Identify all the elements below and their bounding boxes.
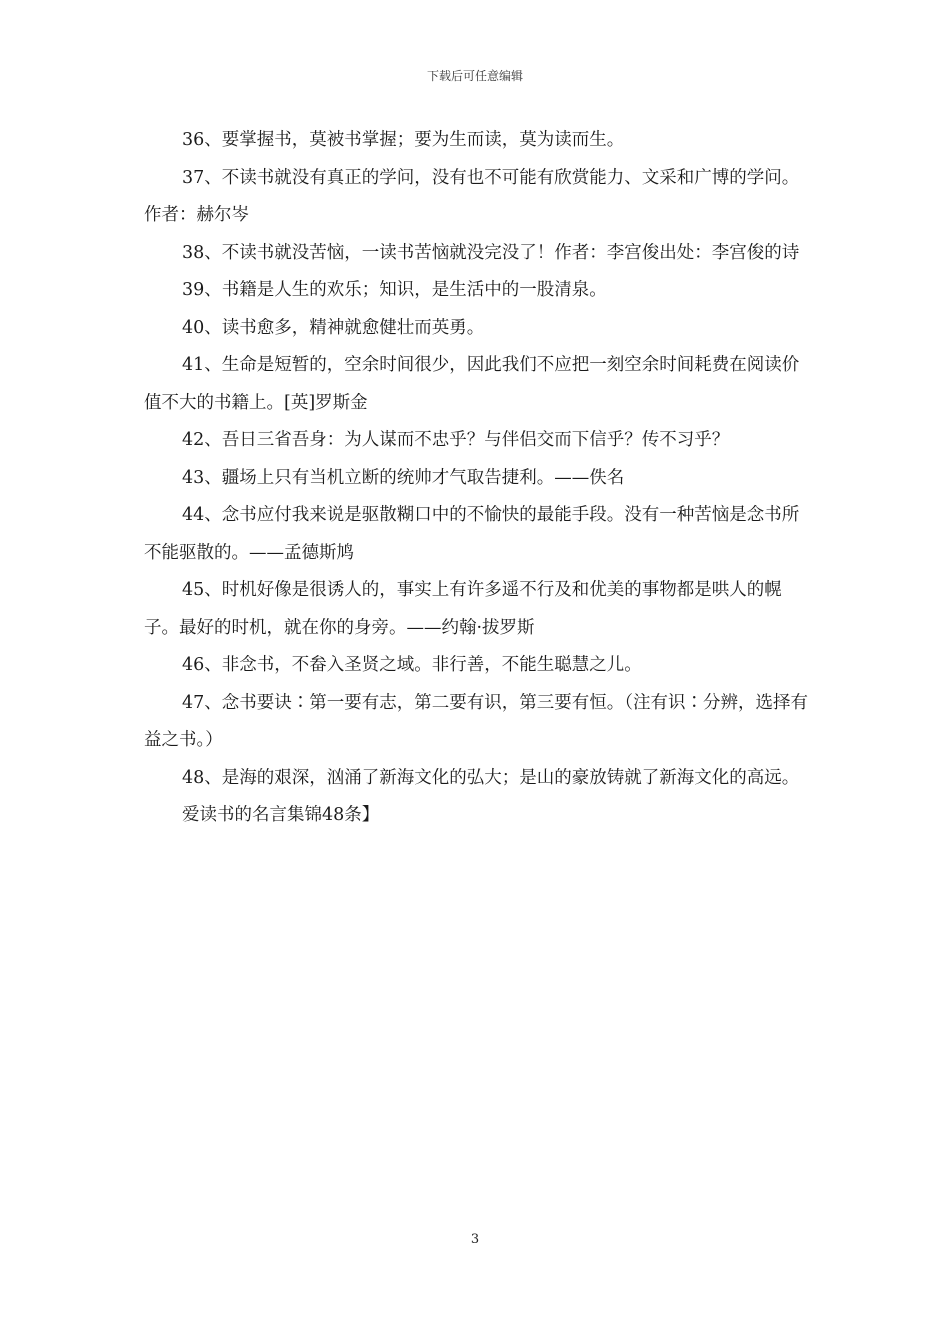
quote-39: 39、书籍是人生的欢乐；知识，是生活中的一股清泉。 (182, 280, 607, 300)
closing-title: 爱读书的名言集锦48条】 (182, 805, 380, 825)
quote-40: 40、读书愈多，精神就愈健壮而英勇。 (182, 317, 485, 338)
page-number: 3 (470, 1232, 480, 1247)
quote-44: 44、念书应付我来说是驱散糊口中的不愉快的最能手段。没有一种苦恼是念书所不能驱散的。——孟德斯鸠 (144, 505, 800, 563)
quote-48: 48、是海的艰深，汹涌了新海文化的弘大；是山的豪放铸就了新海文化的高远。 (182, 767, 800, 788)
quote-42: 42、吾日三省吾身：为人谋而不忠乎？与伴侣交而下信乎？传不习乎？ (182, 430, 730, 450)
quote-45: 45、时机好像是很诱人的，事实上有许多遥不行及和优美的事物都是哄人的幌子。最好的时机，就在你的身旁。——约翰·拔罗斯 (144, 580, 782, 638)
quote-41: 41、生命是短暂的，空余时间很少，因此我们不应把一刻空余时间耗费在阅读价值不大的书籍上。[英]罗斯金 (144, 355, 800, 413)
quote-47: 47、念书要诀∶第一要有志，第二要有识，第三要有恒。（注有识∶分辨，选择有益之书。） (144, 692, 809, 750)
quote-38: 38、不读书就没苦恼，一读书苦恼就没完没了！作者：李宫俊出处：李宫俊的诗 (182, 242, 800, 263)
page-header: 下载后可任意编辑 (426, 69, 523, 83)
quote-37: 37、不读书就没有真正的学问，没有也不可能有欣赏能力、文采和广博的学问。作者：赫尔岑 (144, 167, 800, 225)
quote-43: 43、疆场上只有当机立断的统帅才气取告捷利。——佚名 (182, 467, 625, 488)
document-body (144, 122, 814, 835)
quote-46: 46、非念书，不畚入圣贤之域。非行善，不能生聪慧之儿。 (182, 655, 642, 675)
quote-36: 36、要掌握书，莫被书掌握；要为生而读，莫为读而生。 (182, 130, 625, 150)
